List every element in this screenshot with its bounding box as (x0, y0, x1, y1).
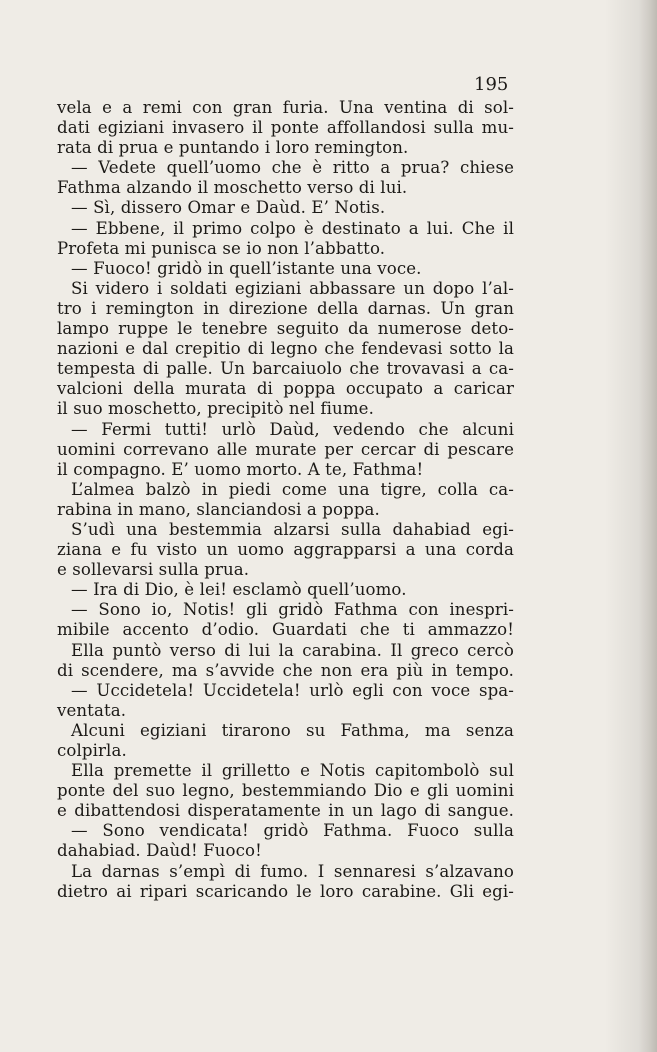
text-line: dati egiziani invasero il ponte affollandosi sulla mu- (57, 118, 514, 138)
text-line: — Ebbene, il primo colpo è destinato a lui. Che il (71, 218, 514, 238)
page-number: 195 (474, 74, 509, 95)
text-line: colpirla. (57, 741, 127, 760)
text-line: tempesta di palle. Un barcaiuolo che trovavasi a ca- (57, 359, 514, 379)
text-line: S’udì una bestemmia alzarsi sulla dahabiad egi- (71, 519, 514, 539)
text-line: Profeta mi punisca se io non l’abbatto. (57, 238, 386, 258)
text-line: Si videro i soldati egiziani abbassare un dopo l’al- (71, 278, 514, 298)
text-line: il suo moschetto, precipitò nel fiume. (57, 399, 374, 419)
text-line: L’almea balzò in piedi come una tigre, colla ca- (71, 479, 514, 499)
text-line: tro i remington in direzione della darnas. Un gran (57, 298, 514, 318)
text-line: Ella premette il grilletto e Notis capitombolò sul (71, 761, 514, 781)
text-line: ziana e fu visto un uomo aggrapparsi a una corda (57, 540, 514, 560)
text-line: — Vedete quell’uomo che è ritto a prua? chiese (71, 158, 514, 178)
text-line: mibile accento d’odio. Guardati che ti ammazzo! (57, 620, 514, 640)
text-line: e sollevarsi sulla prua. (57, 560, 250, 580)
text-line: — Sono io, Notis! gli gridò Fathma con inespri- (71, 600, 514, 620)
text-line: il compagno. E’ uomo morto. A te, Fathma! (57, 459, 424, 479)
text-line: valcioni della murata di poppa occupato a caricar (57, 379, 514, 399)
text-line: vela e a remi con gran furia. Una ventina di sol- (57, 98, 514, 117)
text-line: dietro ai ripari scaricando le loro carabine. Gli egi- (57, 881, 514, 901)
text-line: e dibattendosi disperatamente in un lago di sangue. (57, 801, 514, 821)
text-line: dahabiad. Daùd! Fuoco! (57, 841, 262, 861)
text-line: ponte del suo legno, bestemmiando Dio e gli uomini (57, 781, 514, 801)
text-line: — Uccidetela! Uccidetela! urlò egli con voce spa- (71, 680, 514, 700)
text-line: lampo ruppe le tenebre seguito da numerose deto- (57, 319, 514, 339)
text-line: Fathma alzando il moschetto verso di lui. (57, 178, 408, 198)
text-line: Alcuni egiziani tirarono su Fathma, ma senza (71, 720, 514, 740)
text-line: uomini correvano alle murate per cercar di pescare (57, 439, 514, 459)
text-line: di scendere, ma s’avvide che non era più in tempo. (57, 660, 514, 680)
text-line: — Fermi tutti! urlò Daùd, vedendo che alcuni (71, 419, 514, 439)
text-line: — Sono vendicata! gridò Fathma. Fuoco sulla (71, 821, 514, 841)
page-spine-shadow (639, 0, 657, 1052)
text-line: rata di prua e puntando i loro remington. (57, 138, 409, 158)
body-text (57, 98, 514, 902)
text-line: ventata. (57, 700, 127, 720)
text-line: rabina in mano, slanciandosi a poppa. (57, 499, 380, 519)
text-line: — Ira di Dio, è lei! esclamò quell’uomo. (71, 580, 407, 600)
text-line: Ella puntò verso di lui la carabina. Il greco cercò (71, 640, 514, 660)
text-line: La darnas s’empì di fumo. I sennaresi s’alzavano (71, 861, 514, 881)
text-line: — Sì, dissero Omar e Daùd. E’ Notis. (71, 198, 386, 218)
text-line: nazioni e dal crepitio di legno che fendevasi sotto la (57, 339, 514, 359)
text-line: — Fuoco! gridò in quell’istante una voce. (71, 258, 422, 278)
